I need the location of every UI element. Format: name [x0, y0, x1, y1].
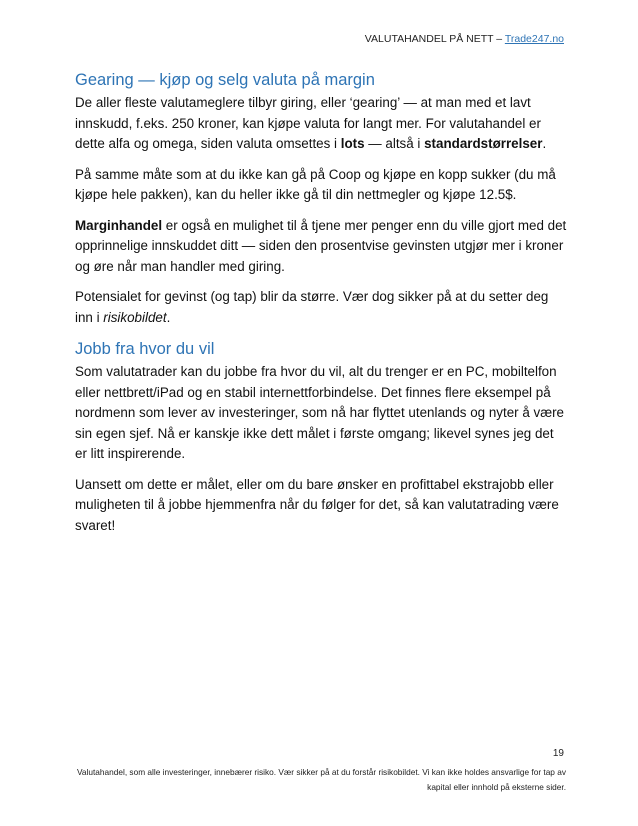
paragraph-side-job: Uansett om dette er målet, eller om du bare ønsker en profittabel ekstrajobb eller muligheten til å jobbe hjemmenfra når du følger for det, så kan valutatrading være svaret! [75, 476, 559, 533]
section-heading-work-anywhere: Jobb fra hvor du vil [75, 340, 215, 358]
text-run: er også en mulighet til å tjene mer penger enn du ville gjort med det opprinnelige innskuddet ditt — siden den prosentvise gevinsten utgjør mer i kroner og øre når man handler med giring. [75, 217, 567, 274]
header-site-link[interactable]: Trade247.no [504, 33, 564, 45]
page-content [75, 69, 567, 546]
text-run: De aller fleste valutameglere tilbyr giring, eller ‘gearing’ — at man med et lavt innskudd, f.eks. 250 kroner, kan kjøpe valuta for langt mer. For valutahandel er dette alfa og omega, siden valuta omsettes i [75, 95, 541, 151]
italic-term-risk: risikobildet [103, 309, 167, 325]
bold-term-lots: lots [340, 136, 365, 151]
paragraph-gearing-intro [75, 93, 567, 155]
text-run: . [166, 309, 171, 325]
text-run: Potensialet for gevinst (og tap) blir da større. Vær dog sikker på at du setter deg inn i [75, 289, 549, 325]
page-number: 19 [552, 748, 564, 759]
section-heading-gearing: Gearing — kjøp og selg valuta på margin [75, 71, 375, 89]
paragraph-risk [75, 287, 567, 328]
header-title: VALUTAHANDEL PÅ NETT – [364, 33, 505, 45]
footer-disclaimer: Valutahandel, som alle investeringer, innebærer risiko. Vær sikker på at du forstår risikobildet. Vi kan ikke holdes ansvarlige for tap av kapital eller innhold på eksterne sider. [77, 767, 566, 792]
text-run: . [542, 136, 547, 151]
running-header [365, 33, 564, 45]
bold-term-marginhandel: Marginhandel [75, 217, 163, 233]
paragraph-coop-example: På samme måte som at du ikke kan gå på Coop og kjøpe en kopp sukker (du må kjøpe hele pakken), kan du heller ikke gå til din nettmegler og kjøpe 12.5$. [75, 166, 556, 202]
text-run: — altså i [364, 136, 425, 151]
bold-term-standard-sizes: standardstørrelser [424, 136, 543, 151]
paragraph-trader-anywhere: Som valutatrader kan du jobbe fra hvor du vil, alt du trenger er en PC, mobiltelfon eller nettbrett/iPad og en stabil internettforbindelse. Det finnes flere eksempel på nordmenn som lever av investeringer, som nå har flyttet utenlands og nyter å være sin egen sjef. Nå er kanskje ikke dett målet i første omgang; likevel synes jeg det er litt inspirerende. [75, 364, 565, 461]
paragraph-margin-trading [75, 216, 567, 278]
